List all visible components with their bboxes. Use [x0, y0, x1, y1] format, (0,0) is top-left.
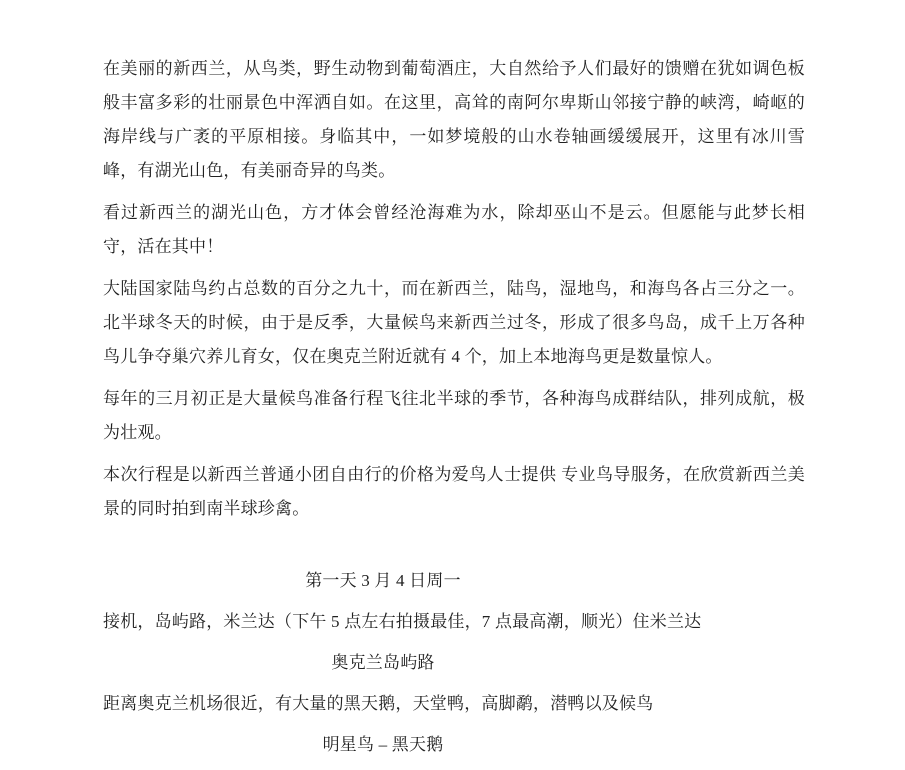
intro-paragraph-bird-ratio: 大陆国家陆鸟约占总数的百分之九十，而在新西兰，陆鸟，湿地鸟，和海鸟各占三分之一。北半球冬天的时候，由于是反季，大量候鸟来新西兰过冬，形成了很多鸟岛，成千上万各种鸟儿争夺巢穴养儿育女，仅在奥克兰附近就有 4 个，加上本地海鸟更是数量惊人。: [103, 279, 805, 366]
intro-section: [103, 52, 805, 526]
intro-paragraph-tour-offer: 本次行程是以新西兰普通小团自由行的价格为爱鸟人士提供 专业鸟导服务，在欣赏新西兰美景的同时拍到南半球珍禽。: [103, 465, 805, 518]
location-description: 距离奥克兰机场很近，有大量的黑天鹅，天堂鸭，高脚鹬，潜鸭以及候鸟: [103, 694, 654, 713]
document-body: [103, 52, 805, 762]
day-1-heading: 第一天 3 月 4 日周一: [305, 571, 461, 590]
intro-paragraph-nature: 在美丽的新西兰，从鸟类，野生动物到葡萄酒庄，大自然给予人们最好的馈赠在犹如调色板般丰富多彩的壮丽景色中浑洒自如。在这里，高耸的南阿尔卑斯山邻接宁静的峡湾，崎岖的海岸线与广袤的平原相接。身临其中，一如梦境般的山水卷轴画缓缓展开，这里有冰川雪峰，有湖光山色，有美丽奇异的鸟类。: [103, 59, 805, 180]
intro-paragraph-migration: 每年的三月初正是大量候鸟准备行程飞往北半球的季节，各种海鸟成群结队，排列成航，极为壮观。: [103, 389, 805, 442]
itinerary-section: [103, 564, 805, 762]
location-heading: 奥克兰岛屿路: [331, 653, 435, 672]
intro-paragraph-scenery: 看过新西兰的湖光山色，方才体会曾经沧海难为水，除却巫山不是云。但愿能与此梦长相守，活在其中！: [103, 203, 805, 256]
star-bird-line: 明星鸟 – 黑天鹅: [322, 735, 444, 754]
day-1-summary: 接机，岛屿路，米兰达（下午 5 点左右拍摄最佳，7 点最高潮，顺光）住米兰达: [103, 612, 702, 631]
